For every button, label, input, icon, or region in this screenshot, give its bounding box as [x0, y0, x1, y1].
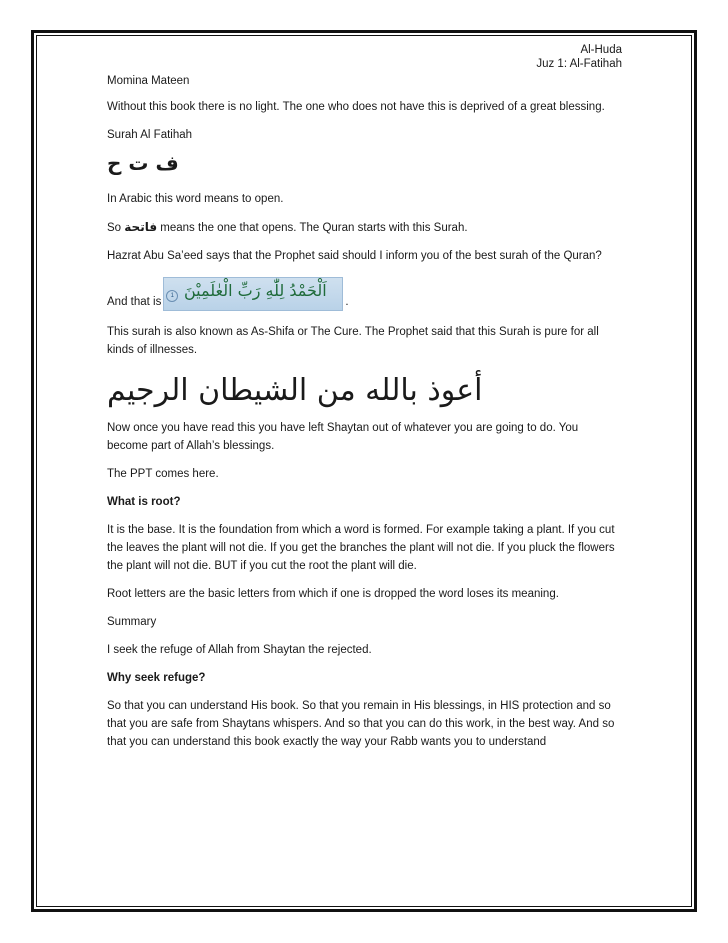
root-letters-paragraph: Root letters are the basic letters from which if one is dropped the word loses its meaning.: [107, 588, 559, 600]
fatiha-arabic-word: فاتحة: [124, 220, 158, 234]
once-read-paragraph: Now once you have read this you have left Shaytan out of whatever you are going to do. You become part of Allah’s blessings.: [107, 422, 579, 452]
root-explanation: It is the base. It is the foundation from which a word is formed. For example taking a plant. If you cut the leaves the plant will not die. If you get the branches the plant will not die. If you pluck the flowers the plant will not die. BUT if you cut the root the plant will die.: [107, 524, 615, 572]
ayah-image: [163, 277, 343, 311]
author-name: Momina Mateen: [107, 75, 190, 87]
ayah-arabic-text: اَلْحَمْدُ لِلّٰهِ رَبِّ الْعٰلَمِيْنَ: [184, 281, 327, 300]
seek-refuge-paragraph: I seek the refuge of Allah from Shaytan the rejected.: [107, 644, 372, 656]
arabic-meaning: In Arabic this word means to open.: [107, 193, 284, 205]
ayah-number-icon: 1: [166, 290, 178, 302]
hadith-paragraph: Hazrat Abu Sa’eed says that the Prophet said should I inform you of the best surah of the Quran?: [107, 250, 602, 262]
and-that-is-line: [107, 277, 619, 311]
root-letters-arabic: ف ت ح: [107, 151, 179, 175]
so-that-paragraph: So that you can understand His book. So that you remain in His blessings, in HIS protection and so that you are safe from Shaytans whispers. And so that you can do this work, in the best way. And so that you can understand this book exactly the way your Rabb wants you to understand: [107, 700, 615, 748]
so-prefix: So: [107, 222, 122, 234]
intro-paragraph: Without this book there is no light. The one who does not have this is deprived of a great blessing.: [107, 101, 605, 113]
fatiha-meaning-paragraph: [107, 218, 619, 237]
surah-title: Surah Al Fatihah: [107, 129, 193, 141]
page-header: [536, 43, 622, 71]
taawwuz-arabic: أعوذ بالله من الشيطان الرجيم: [107, 373, 483, 408]
and-that-is-end: .: [345, 296, 349, 308]
document-body: [107, 74, 619, 761]
shifa-paragraph: This surah is also known as As-Shifa or The Cure. The Prophet said that this Surah is pure for all kinds of illnesses.: [107, 326, 599, 356]
so-suffix: means the one that opens. The Quran starts with this Surah.: [160, 222, 468, 234]
what-is-root-heading: What is root?: [107, 496, 181, 508]
summary-label: Summary: [107, 616, 157, 628]
header-section: Juz 1: Al-Fatihah: [536, 58, 622, 70]
and-that-is-text: And that is: [107, 296, 162, 308]
ppt-note: The PPT comes here.: [107, 468, 219, 480]
why-refuge-heading: Why seek refuge?: [107, 672, 206, 684]
header-org: Al-Huda: [580, 44, 622, 56]
